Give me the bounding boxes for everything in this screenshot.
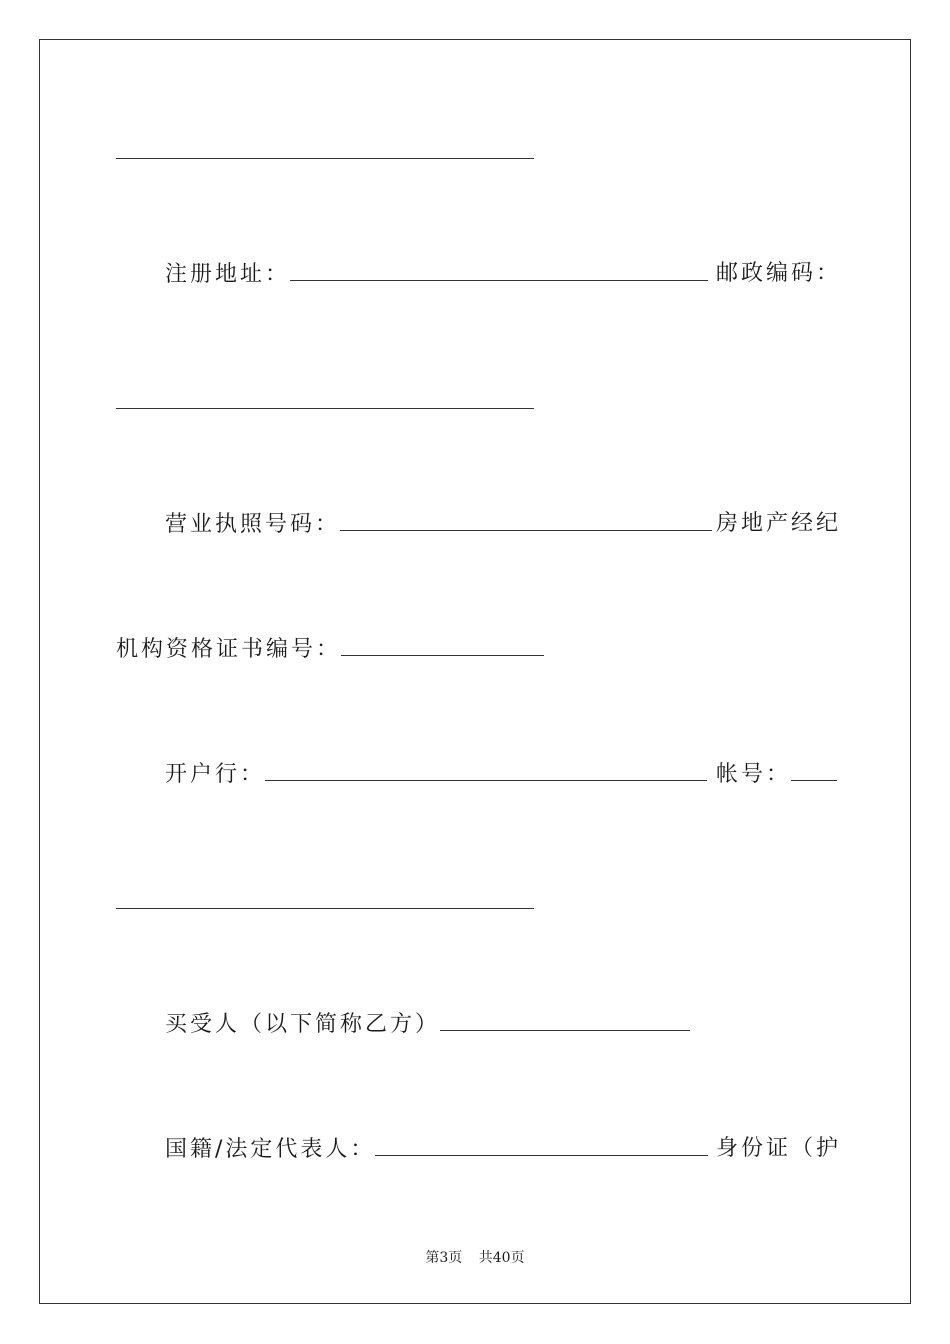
blank-line-1 [116, 157, 534, 159]
license-row [165, 510, 712, 539]
nationality-row [165, 1135, 708, 1164]
cert-blank [341, 635, 544, 656]
bank-row [165, 760, 707, 789]
page-number: 第3页 [425, 1250, 463, 1266]
buyer-label: 买受人（以下简称乙方） [165, 1012, 441, 1037]
bank-label: 开户行： [165, 762, 266, 787]
account-label: 帐号： [716, 762, 792, 787]
reg-address-label: 注册地址： [165, 262, 291, 287]
buyer-row [165, 1010, 690, 1039]
page-footer [0, 1247, 950, 1267]
reg-address-blank [290, 260, 708, 281]
blank-line-2 [116, 407, 534, 409]
account-blank [791, 760, 837, 781]
license-blank [340, 510, 712, 531]
nationality-label: 国籍/法定代表人： [165, 1137, 376, 1162]
reg-address-row [165, 260, 708, 289]
cert-label: 机构资格证书编号： [116, 637, 342, 662]
id-label: 身份证（护 [716, 1136, 842, 1161]
page-total: 共40页 [478, 1250, 525, 1266]
cert-row [116, 635, 544, 664]
realestate-label: 房地产经纪 [716, 511, 842, 536]
buyer-blank [440, 1010, 690, 1031]
blank-line-3 [116, 907, 534, 909]
bank-blank [265, 760, 707, 781]
license-label: 营业执照号码： [165, 512, 341, 537]
page-frame [39, 39, 911, 1304]
postal-code-label: 邮政编码： [716, 261, 842, 286]
account-row [716, 760, 837, 789]
nationality-blank [375, 1135, 708, 1156]
